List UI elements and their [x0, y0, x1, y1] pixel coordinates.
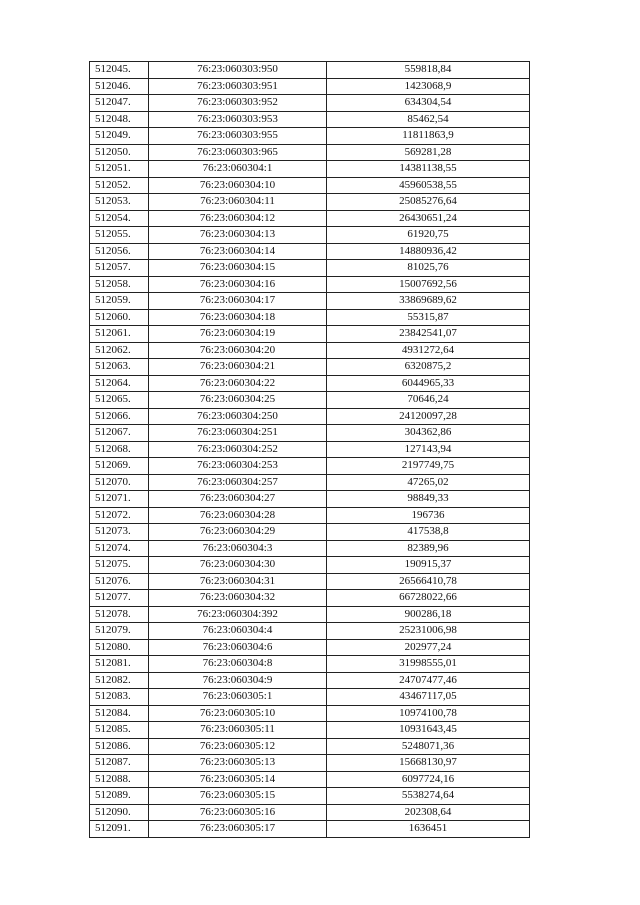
value-cell: 25231006,98: [327, 623, 530, 640]
value-cell: 202308,64: [327, 804, 530, 821]
row-number-cell: 512061.: [90, 326, 149, 343]
value-cell: 4931272,64: [327, 342, 530, 359]
value-cell: 24707477,46: [327, 672, 530, 689]
row-number-cell: 512083.: [90, 689, 149, 706]
row-number-cell: 512064.: [90, 375, 149, 392]
cadastral-number-cell: 76:23:060304:13: [149, 227, 327, 244]
cadastral-value-table: [89, 61, 530, 838]
table-body: [90, 62, 530, 838]
row-number-cell: 512085.: [90, 722, 149, 739]
value-cell: 11811863,9: [327, 128, 530, 145]
value-cell: 5538274,64: [327, 788, 530, 805]
table-row: [90, 177, 530, 194]
value-cell: 634304,54: [327, 95, 530, 112]
row-number-cell: 512065.: [90, 392, 149, 409]
cadastral-number-cell: 76:23:060305:1: [149, 689, 327, 706]
table-row: [90, 705, 530, 722]
cadastral-number-cell: 76:23:060303:951: [149, 78, 327, 95]
cadastral-number-cell: 76:23:060304:8: [149, 656, 327, 673]
cadastral-number-cell: 76:23:060304:1: [149, 161, 327, 178]
row-number-cell: 512078.: [90, 606, 149, 623]
row-number-cell: 512079.: [90, 623, 149, 640]
row-number-cell: 512090.: [90, 804, 149, 821]
table-row: [90, 342, 530, 359]
table-row: [90, 392, 530, 409]
value-cell: 6320875,2: [327, 359, 530, 376]
cadastral-number-cell: 76:23:060304:10: [149, 177, 327, 194]
value-cell: 6097724,16: [327, 771, 530, 788]
table-row: [90, 78, 530, 95]
cadastral-number-cell: 76:23:060304:16: [149, 276, 327, 293]
row-number-cell: 512082.: [90, 672, 149, 689]
table-row: [90, 738, 530, 755]
table-row: [90, 408, 530, 425]
row-number-cell: 512057.: [90, 260, 149, 277]
value-cell: 70646,24: [327, 392, 530, 409]
cadastral-number-cell: 76:23:060304:250: [149, 408, 327, 425]
row-number-cell: 512086.: [90, 738, 149, 755]
row-number-cell: 512063.: [90, 359, 149, 376]
cadastral-number-cell: 76:23:060304:15: [149, 260, 327, 277]
row-number-cell: 512055.: [90, 227, 149, 244]
cadastral-number-cell: 76:23:060303:950: [149, 62, 327, 79]
value-cell: 569281,28: [327, 144, 530, 161]
value-cell: 14381138,55: [327, 161, 530, 178]
cadastral-number-cell: 76:23:060304:251: [149, 425, 327, 442]
value-cell: 26566410,78: [327, 573, 530, 590]
row-number-cell: 512060.: [90, 309, 149, 326]
row-number-cell: 512053.: [90, 194, 149, 211]
cadastral-number-cell: 76:23:060304:257: [149, 474, 327, 491]
value-cell: 900286,18: [327, 606, 530, 623]
cadastral-number-cell: 76:23:060304:27: [149, 491, 327, 508]
cadastral-number-cell: 76:23:060305:11: [149, 722, 327, 739]
table-row: [90, 111, 530, 128]
table-row: [90, 606, 530, 623]
value-cell: 6044965,33: [327, 375, 530, 392]
cadastral-number-cell: 76:23:060303:953: [149, 111, 327, 128]
row-number-cell: 512077.: [90, 590, 149, 607]
row-number-cell: 512071.: [90, 491, 149, 508]
table-row: [90, 573, 530, 590]
row-number-cell: 512045.: [90, 62, 149, 79]
cadastral-number-cell: 76:23:060304:11: [149, 194, 327, 211]
value-cell: 14880936,42: [327, 243, 530, 260]
cadastral-number-cell: 76:23:060304:19: [149, 326, 327, 343]
table-row: [90, 144, 530, 161]
value-cell: 304362,86: [327, 425, 530, 442]
value-cell: 66728022,66: [327, 590, 530, 607]
cadastral-number-cell: 76:23:060304:253: [149, 458, 327, 475]
cadastral-number-cell: 76:23:060304:32: [149, 590, 327, 607]
cadastral-number-cell: 76:23:060305:16: [149, 804, 327, 821]
value-cell: 47265,02: [327, 474, 530, 491]
row-number-cell: 512088.: [90, 771, 149, 788]
value-cell: 10931643,45: [327, 722, 530, 739]
table-row: [90, 425, 530, 442]
value-cell: 26430651,24: [327, 210, 530, 227]
table-row: [90, 95, 530, 112]
cadastral-number-cell: 76:23:060305:15: [149, 788, 327, 805]
value-cell: 98849,33: [327, 491, 530, 508]
row-number-cell: 512081.: [90, 656, 149, 673]
row-number-cell: 512046.: [90, 78, 149, 95]
cadastral-number-cell: 76:23:060304:30: [149, 557, 327, 574]
table-row: [90, 672, 530, 689]
table-row: [90, 243, 530, 260]
cadastral-number-cell: 76:23:060304:18: [149, 309, 327, 326]
value-cell: 15668130,97: [327, 755, 530, 772]
cadastral-number-cell: 76:23:060303:955: [149, 128, 327, 145]
value-cell: 82389,96: [327, 540, 530, 557]
table-row: [90, 639, 530, 656]
cadastral-number-cell: 76:23:060303:952: [149, 95, 327, 112]
table-row: [90, 441, 530, 458]
row-number-cell: 512089.: [90, 788, 149, 805]
row-number-cell: 512047.: [90, 95, 149, 112]
value-cell: 43467117,05: [327, 689, 530, 706]
row-number-cell: 512091.: [90, 821, 149, 838]
value-cell: 127143,94: [327, 441, 530, 458]
row-number-cell: 512076.: [90, 573, 149, 590]
row-number-cell: 512073.: [90, 524, 149, 541]
value-cell: 10974100,78: [327, 705, 530, 722]
cadastral-number-cell: 76:23:060304:3: [149, 540, 327, 557]
row-number-cell: 512059.: [90, 293, 149, 310]
row-number-cell: 512051.: [90, 161, 149, 178]
value-cell: 24120097,28: [327, 408, 530, 425]
row-number-cell: 512048.: [90, 111, 149, 128]
cadastral-number-cell: 76:23:060304:17: [149, 293, 327, 310]
row-number-cell: 512075.: [90, 557, 149, 574]
row-number-cell: 512072.: [90, 507, 149, 524]
row-number-cell: 512069.: [90, 458, 149, 475]
cadastral-number-cell: 76:23:060304:6: [149, 639, 327, 656]
row-number-cell: 512084.: [90, 705, 149, 722]
row-number-cell: 512056.: [90, 243, 149, 260]
cadastral-number-cell: 76:23:060305:17: [149, 821, 327, 838]
value-cell: 1636451: [327, 821, 530, 838]
value-cell: 1423068,9: [327, 78, 530, 95]
table-row: [90, 507, 530, 524]
value-cell: 81025,76: [327, 260, 530, 277]
table-row: [90, 375, 530, 392]
table-row: [90, 62, 530, 79]
table-row: [90, 656, 530, 673]
table-row: [90, 326, 530, 343]
cadastral-number-cell: 76:23:060305:10: [149, 705, 327, 722]
row-number-cell: 512068.: [90, 441, 149, 458]
cadastral-number-cell: 76:23:060304:21: [149, 359, 327, 376]
table-row: [90, 194, 530, 211]
cadastral-number-cell: 76:23:060304:4: [149, 623, 327, 640]
table-row: [90, 128, 530, 145]
cadastral-number-cell: 76:23:060304:14: [149, 243, 327, 260]
value-cell: 45960538,55: [327, 177, 530, 194]
cadastral-number-cell: 76:23:060305:13: [149, 755, 327, 772]
table-row: [90, 276, 530, 293]
value-cell: 33869689,62: [327, 293, 530, 310]
row-number-cell: 512074.: [90, 540, 149, 557]
cadastral-number-cell: 76:23:060305:14: [149, 771, 327, 788]
table-row: [90, 210, 530, 227]
table-row: [90, 309, 530, 326]
value-cell: 85462,54: [327, 111, 530, 128]
cadastral-number-cell: 76:23:060304:392: [149, 606, 327, 623]
cadastral-number-cell: 76:23:060304:25: [149, 392, 327, 409]
table-row: [90, 590, 530, 607]
value-cell: 61920,75: [327, 227, 530, 244]
table-row: [90, 788, 530, 805]
table-row: [90, 689, 530, 706]
table-row: [90, 804, 530, 821]
value-cell: 559818,84: [327, 62, 530, 79]
row-number-cell: 512066.: [90, 408, 149, 425]
cadastral-number-cell: 76:23:060304:29: [149, 524, 327, 541]
cadastral-number-cell: 76:23:060303:965: [149, 144, 327, 161]
row-number-cell: 512058.: [90, 276, 149, 293]
cadastral-number-cell: 76:23:060304:28: [149, 507, 327, 524]
value-cell: 417538,8: [327, 524, 530, 541]
row-number-cell: 512080.: [90, 639, 149, 656]
table-row: [90, 524, 530, 541]
row-number-cell: 512054.: [90, 210, 149, 227]
cadastral-number-cell: 76:23:060304:12: [149, 210, 327, 227]
value-cell: 55315,87: [327, 309, 530, 326]
table-row: [90, 557, 530, 574]
table-row: [90, 474, 530, 491]
row-number-cell: 512052.: [90, 177, 149, 194]
table-row: [90, 722, 530, 739]
cadastral-number-cell: 76:23:060304:9: [149, 672, 327, 689]
table-row: [90, 359, 530, 376]
table-row: [90, 755, 530, 772]
table-row: [90, 161, 530, 178]
row-number-cell: 512050.: [90, 144, 149, 161]
row-number-cell: 512062.: [90, 342, 149, 359]
table-row: [90, 491, 530, 508]
cadastral-number-cell: 76:23:060305:12: [149, 738, 327, 755]
row-number-cell: 512070.: [90, 474, 149, 491]
value-cell: 15007692,56: [327, 276, 530, 293]
value-cell: 31998555,01: [327, 656, 530, 673]
cadastral-number-cell: 76:23:060304:22: [149, 375, 327, 392]
row-number-cell: 512049.: [90, 128, 149, 145]
value-cell: 23842541,07: [327, 326, 530, 343]
table-row: [90, 293, 530, 310]
table-row: [90, 821, 530, 838]
value-cell: 190915,37: [327, 557, 530, 574]
table-row: [90, 623, 530, 640]
cadastral-number-cell: 76:23:060304:20: [149, 342, 327, 359]
value-cell: 5248071,36: [327, 738, 530, 755]
cadastral-number-cell: 76:23:060304:252: [149, 441, 327, 458]
row-number-cell: 512067.: [90, 425, 149, 442]
table-row: [90, 771, 530, 788]
value-cell: 2197749,75: [327, 458, 530, 475]
table-row: [90, 227, 530, 244]
table-row: [90, 458, 530, 475]
row-number-cell: 512087.: [90, 755, 149, 772]
value-cell: 25085276,64: [327, 194, 530, 211]
table-row: [90, 540, 530, 557]
table-row: [90, 260, 530, 277]
value-cell: 196736: [327, 507, 530, 524]
value-cell: 202977,24: [327, 639, 530, 656]
cadastral-number-cell: 76:23:060304:31: [149, 573, 327, 590]
